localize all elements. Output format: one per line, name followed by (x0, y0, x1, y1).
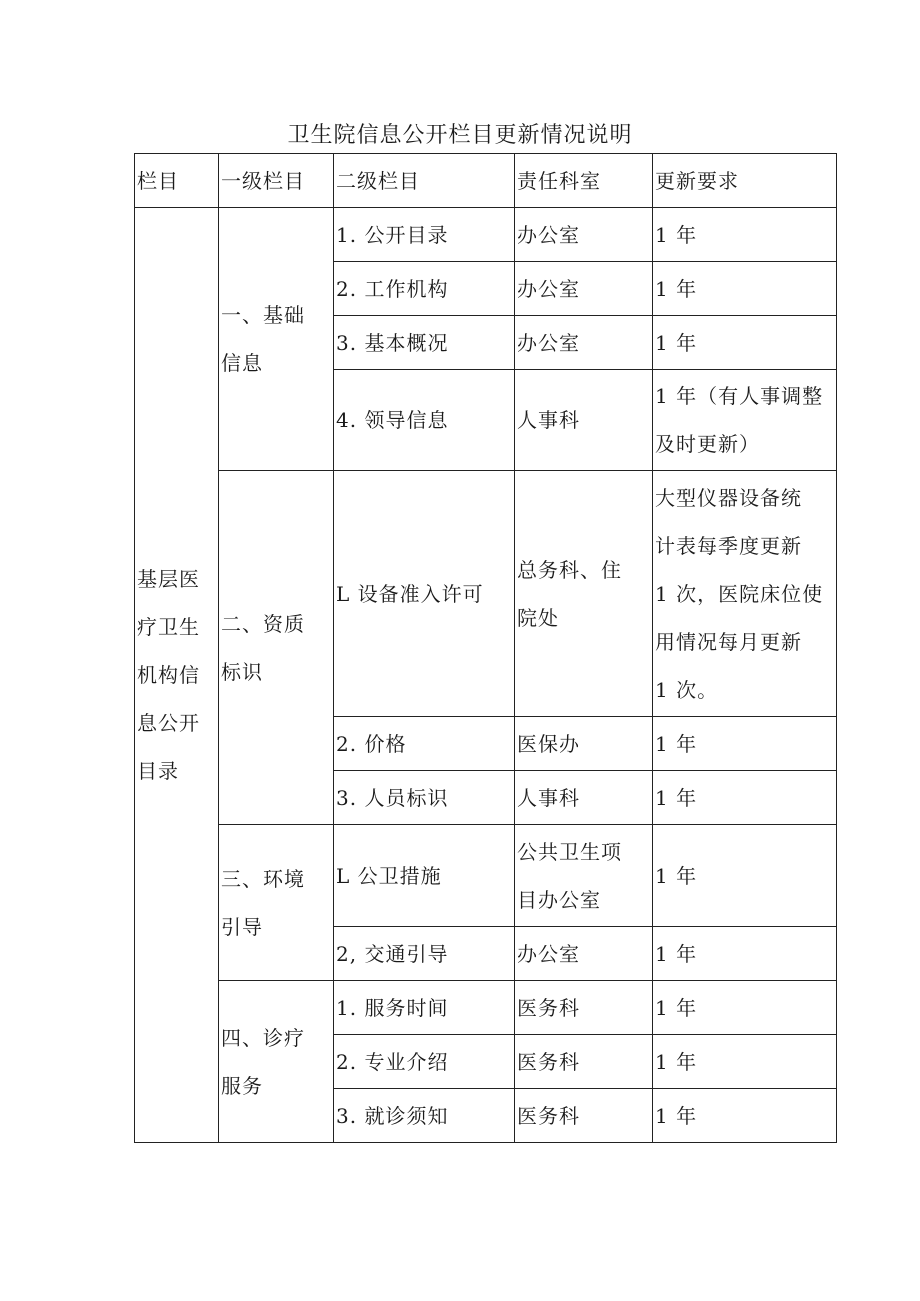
dept-cell: 人事科 (515, 370, 653, 471)
dept-cell: 办公室 (515, 316, 653, 370)
req-cell: 1 年 (653, 208, 837, 262)
table-row (135, 471, 837, 717)
dept-cell: 医保办 (515, 717, 653, 771)
header-department: 责任科室 (515, 154, 653, 208)
item-cell: 3. 基本概况 (334, 316, 515, 370)
req-cell: 1 年 (653, 771, 837, 825)
header-level1: 一级栏目 (219, 154, 334, 208)
item-cell: 2. 价格 (334, 717, 515, 771)
group-cell: 一、基础 信息 (219, 208, 334, 471)
item-cell: 3. 就诊须知 (334, 1089, 515, 1143)
req-cell: 1 年 (653, 1035, 837, 1089)
req-cell: 1 年 (653, 927, 837, 981)
dept-cell: 医务科 (515, 1089, 653, 1143)
req-cell: 1 年 (653, 825, 837, 927)
req-cell: 1 年 (653, 262, 837, 316)
info-table (134, 153, 837, 1143)
item-cell: 4. 领导信息 (334, 370, 515, 471)
group-cell: 二、资质 标识 (219, 471, 334, 825)
category-cell: 基层医 疗卫生 机构信 息公开 目录 (135, 208, 219, 1143)
req-cell: 1 年 (653, 981, 837, 1035)
header-column: 栏目 (135, 154, 219, 208)
item-cell: 2. 专业介绍 (334, 1035, 515, 1089)
dept-cell: 办公室 (515, 262, 653, 316)
item-cell: 1. 服务时间 (334, 981, 515, 1035)
dept-cell: 人事科 (515, 771, 653, 825)
dept-cell: 公共卫生项 目办公室 (515, 825, 653, 927)
item-cell: 2. 工作机构 (334, 262, 515, 316)
dept-cell: 办公室 (515, 927, 653, 981)
group-cell: 四、诊疗 服务 (219, 981, 334, 1143)
item-cell: L 公卫措施 (334, 825, 515, 927)
document-title: 卫生院信息公开栏目更新情况说明 (287, 123, 633, 148)
table-row (135, 208, 837, 262)
item-cell: 2, 交通引导 (334, 927, 515, 981)
req-cell: 1 年 (653, 1089, 837, 1143)
dept-cell: 办公室 (515, 208, 653, 262)
item-cell: L 设备准入许可 (334, 471, 515, 717)
dept-cell: 医务科 (515, 981, 653, 1035)
req-cell: 1 年 (653, 717, 837, 771)
table-row (135, 981, 837, 1035)
table-row (135, 825, 837, 927)
dept-cell: 医务科 (515, 1035, 653, 1089)
header-requirement: 更新要求 (653, 154, 837, 208)
req-cell: 1 年 (653, 316, 837, 370)
req-cell: 大型仪器设备统 计表每季度更新 1 次，医院床位使 用情况每月更新 1 次。 (653, 471, 837, 717)
item-cell: 1. 公开目录 (334, 208, 515, 262)
group-cell: 三、环境 引导 (219, 825, 334, 981)
table-header-row (135, 154, 837, 208)
header-level2: 二级栏目 (334, 154, 515, 208)
item-cell: 3. 人员标识 (334, 771, 515, 825)
req-cell: 1 年（有人事调整 及时更新） (653, 370, 837, 471)
dept-cell: 总务科、住 院处 (515, 471, 653, 717)
